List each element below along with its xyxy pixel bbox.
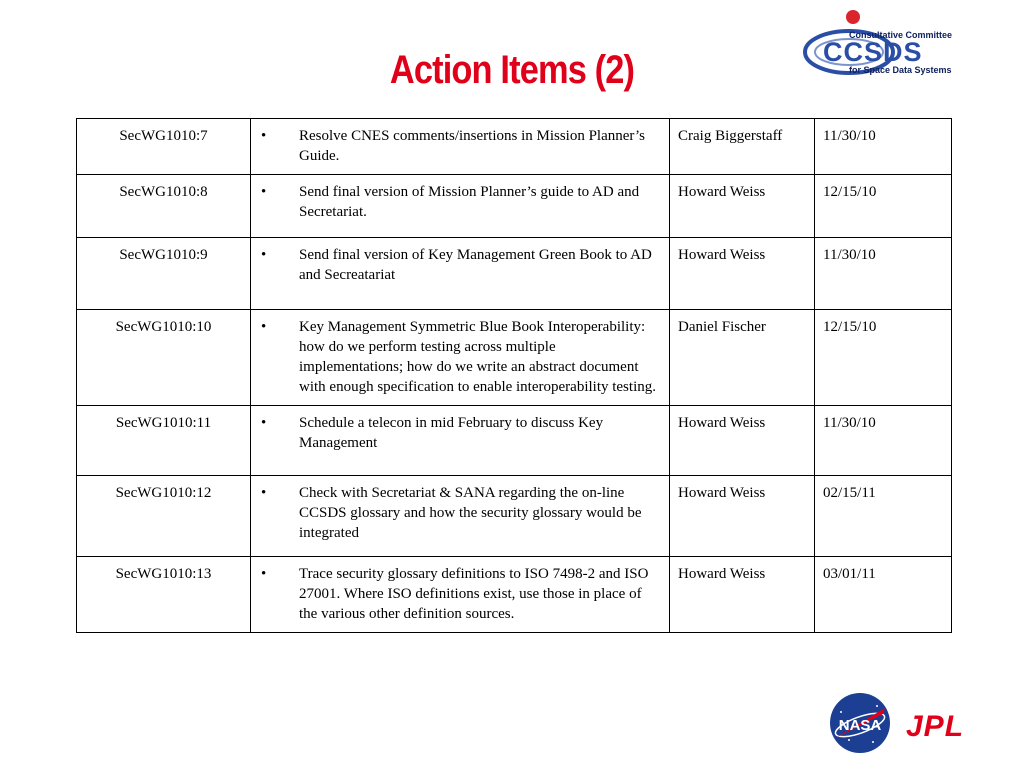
item-task: Check with Secretariat & SANA regarding the on-line CCSDS glossary and how the security glossary would be integrated [299,485,642,541]
item-task-cell [251,175,670,238]
bullet: • [261,128,267,144]
item-due-date: 12/15/10 [815,310,952,406]
item-task-cell [251,557,670,633]
item-task: Trace security glossary definitions to ISO 7498-2 and ISO 27001. Where ISO definitions exist, use those in place of the various other definition sources. [299,566,649,622]
ccsds-logo [803,8,957,78]
ccsds-acronym: CCSDS [823,37,923,67]
item-id: SecWG1010:11 [77,406,251,476]
item-task: Resolve CNES comments/insertions in Mission Planner’s Guide. [299,128,645,164]
bullet: • [261,184,267,200]
item-owner: Craig Biggerstaff [670,119,815,175]
item-due-date: 11/30/10 [815,119,952,175]
item-id: SecWG1010:7 [77,119,251,175]
item-due-date: 03/01/11 [815,557,952,633]
item-id: SecWG1010:13 [77,557,251,633]
item-due-date: 02/15/11 [815,476,952,557]
bullet: • [261,485,267,501]
bullet: • [261,319,267,335]
item-task-cell [251,310,670,406]
item-id: SecWG1010:10 [77,310,251,406]
bullet: • [261,566,267,582]
item-owner: Howard Weiss [670,175,815,238]
table-row [77,175,952,238]
item-due-date: 12/15/10 [815,175,952,238]
table-row [77,476,952,557]
item-task-cell [251,406,670,476]
action-items-table [76,118,952,633]
item-owner: Howard Weiss [670,557,815,633]
item-id: SecWG1010:8 [77,175,251,238]
item-owner: Howard Weiss [670,238,815,310]
table-row [77,310,952,406]
item-id: SecWG1010:9 [77,238,251,310]
item-task-cell [251,476,670,557]
item-owner: Howard Weiss [670,476,815,557]
table-row [77,557,952,633]
ccsds-bottom-text: for Space Data Systems [849,65,952,75]
item-due-date: 11/30/10 [815,238,952,310]
bullet: • [261,415,267,431]
item-task-cell [251,238,670,310]
item-task: Send final version of Mission Planner’s guide to AD and Secretariat. [299,184,640,220]
ccsds-top-text: Consultative Committee [849,30,953,40]
item-due-date: 11/30/10 [815,406,952,476]
item-task: Send final version of Key Management Green Book to AD and Secreatariat [299,247,652,283]
table-row [77,238,952,310]
item-task-cell [251,119,670,175]
item-task: Schedule a telecon in mid February to discuss Key Management [299,415,604,451]
item-owner: Daniel Fischer [670,310,815,406]
action-items-table-wrap [76,118,948,633]
table-row [77,119,952,175]
item-task: Key Management Symmetric Blue Book Interoperability: how do we perform testing across multiple implementations; how do we write an abstract document with enough specification to enable interoperability testing. [299,319,656,395]
nasa-wordmark: NASA [838,717,882,734]
bullet: • [261,247,267,263]
jpl-logo: JPL [906,710,965,743]
item-owner: Howard Weiss [670,406,815,476]
nasa-logo [829,692,891,754]
item-id: SecWG1010:12 [77,476,251,557]
table-row [77,406,952,476]
slide-title: Action Items (2) [389,48,635,92]
